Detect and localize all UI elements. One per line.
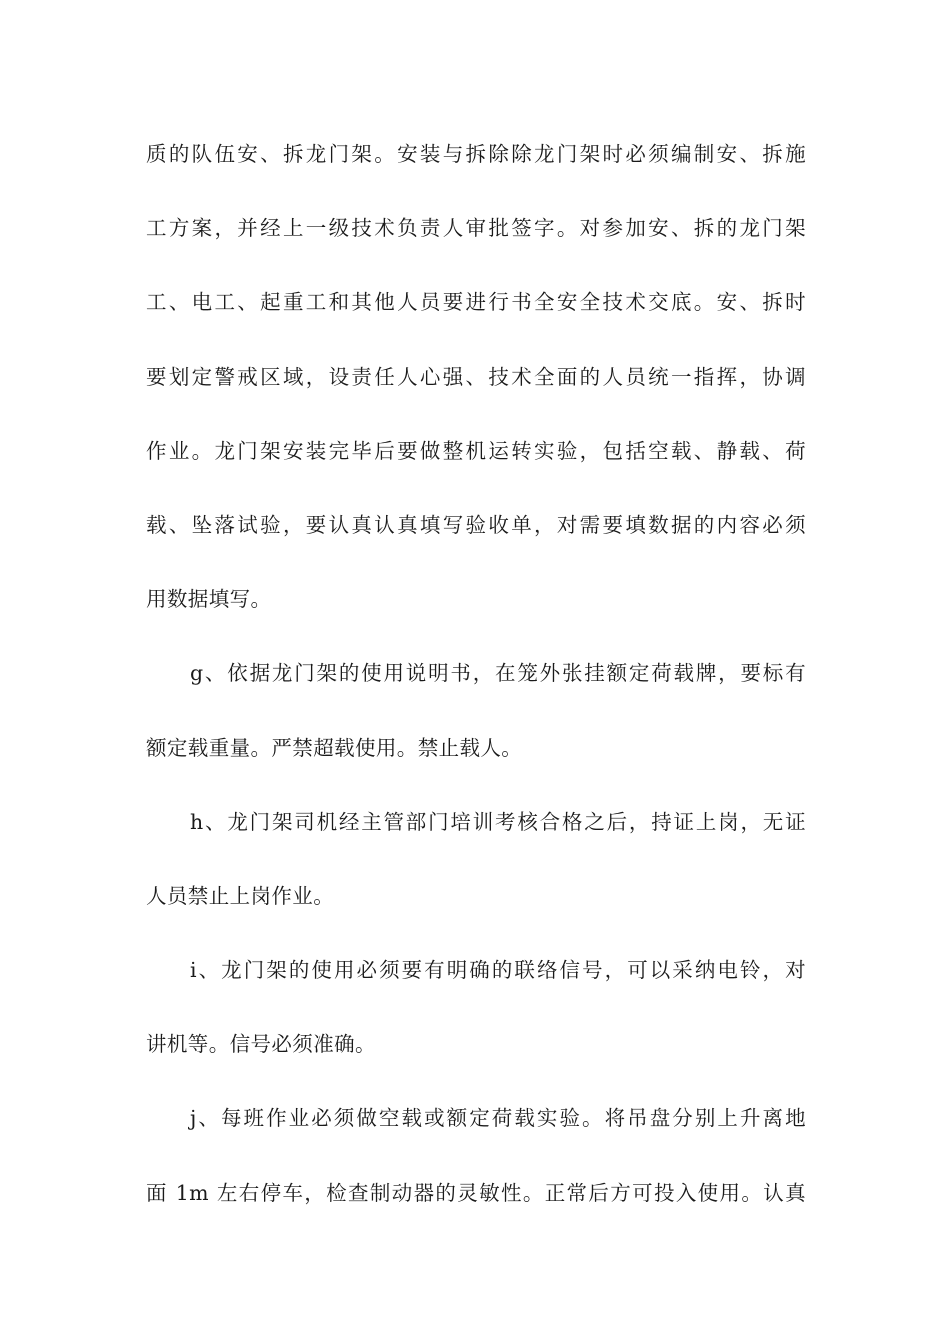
text-line: 讲机等。信号必须准确。 bbox=[146, 1032, 376, 1057]
text-line: 质的队伍安、拆龙门架。安装与拆除除龙门架时必须编制安、拆施 bbox=[146, 142, 806, 166]
paragraph-i-line: i、龙门架的使用必须要有明确的联络信号，可以采纳电铃，对 bbox=[190, 958, 806, 983]
text-line: 人员禁止上岗作业。 bbox=[146, 883, 335, 908]
text-line: 面 1m 左右停车，检查制动器的灵敏性。正常后方可投入使用。认真 bbox=[146, 1180, 806, 1205]
paragraph-j-line: j、每班作业必须做空载或额定荷载实验。将吊盘分别上升离地 bbox=[190, 1106, 806, 1131]
text-line: 载、坠落试验，要认真认真填写验收单，对需要填数据的内容必须 bbox=[146, 512, 806, 537]
paragraph-g-line: g、依据龙门架的使用说明书，在笼外张挂额定荷载牌，要标有 bbox=[190, 661, 806, 686]
body-text bbox=[146, 134, 806, 1247]
text-line: 工方案，并经上一级技术负责人审批签字。对参加安、拆的龙门架 bbox=[146, 216, 806, 241]
text-line: 工、电工、起重工和其他人员要进行书全安全技术交底。安、拆时 bbox=[146, 290, 806, 315]
paragraph-h-line: h、龙门架司机经主管部门培训考核合格之后，持证上岗，无证 bbox=[190, 809, 806, 834]
text-line: 要划定警戒区域，设责任人心强、技术全面的人员统一指挥，协调 bbox=[146, 364, 806, 389]
text-line: 作业。龙门架安装完毕后要做整机运转实验，包括空载、静载、荷 bbox=[146, 438, 806, 463]
text-line: 用数据填写。 bbox=[146, 587, 272, 612]
text-line: 额定载重量。严禁超载使用。禁止载人。 bbox=[146, 735, 523, 760]
